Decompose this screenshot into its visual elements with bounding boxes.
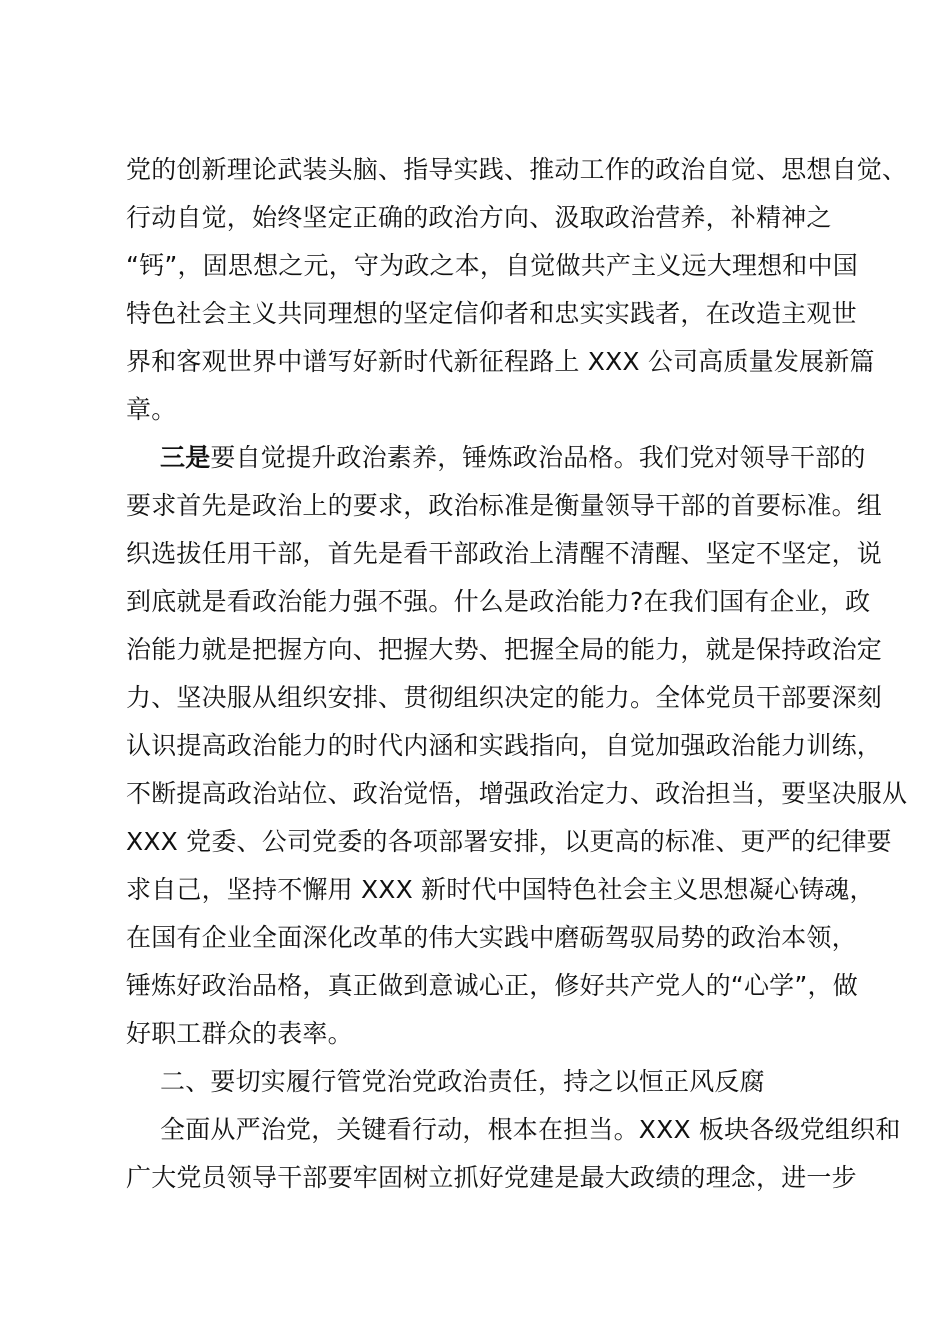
paragraph-section-two <box>126 1106 901 1202</box>
text-line: 全面从严治党，关键看行动，根本在担当。XXX 板块各级党组织和 <box>160 1115 901 1144</box>
text-line: 不断提高政治站位、政治觉悟，增强政治定力、政治担当，要坚决服从 <box>126 779 908 808</box>
text-line: 好职工群众的表率。 <box>126 1019 353 1048</box>
text-line: 到底就是看政治能力强不强。什么是政治能力?在我们国有企业，政 <box>126 587 871 616</box>
text-line: 党的创新理论武装头脑、指导实践、推动工作的政治自觉、思想自觉、 <box>126 155 908 184</box>
text-line: 行动自觉，始终坚定正确的政治方向、汲取政治营养，补精神之 <box>126 203 832 232</box>
text-line: XXX 党委、公司党委的各项部署安排，以更高的标准、更严的纪律要 <box>126 827 892 856</box>
text-line <box>126 434 866 482</box>
paragraph-point-three <box>126 434 908 1058</box>
section-heading <box>126 1058 834 1106</box>
text-line: 治能力就是把握方向、把握大势、把握全局的能力，就是保持政治定 <box>126 635 883 664</box>
text-line: 广大党员领导干部要牢固树立抓好党建是最大政绩的理念，进一步 <box>126 1163 857 1192</box>
text-line: 要求首先是政治上的要求，政治标准是衡量领导干部的首要标准。组 <box>126 491 883 520</box>
text-line: 织选拔任用干部，首先是看干部政治上清醒不清醒、坚定不坚定，说 <box>126 539 883 568</box>
text-line: 界和客观世界中谱写好新时代新征程路上 XXX 公司高质量发展新篇 <box>126 347 875 376</box>
text-line: 特色社会主义共同理想的坚定信仰者和忠实实践者，在改造主观世 <box>126 299 857 328</box>
heading-text: 二、要切实履行管党治党政治责任，持之以恒正风反腐 <box>160 1067 765 1096</box>
text-line: 在国有企业全面深化改革的伟大实践中磨砺驾驭局势的政治本领， <box>126 923 857 952</box>
text-line: 认识提高政治能力的时代内涵和实践指向，自觉加强政治能力训练， <box>126 731 883 760</box>
paragraph-continuation <box>126 146 908 434</box>
text-line: 求自己，坚持不懈用 XXX 新时代中国特色社会主义思想凝心铸魂， <box>126 875 875 904</box>
text-line: 力、坚决服从组织安排、贯彻组织决定的能力。全体党员干部要深刻 <box>126 683 883 712</box>
text-line: 锤炼好政治品格，真正做到意诚心正，修好共产党人的“心学”，做 <box>126 971 858 1000</box>
text-line: “钙”，固思想之元，守为政之本，自觉做共产主义远大理想和中国 <box>126 251 858 280</box>
document-body <box>126 146 908 1202</box>
paragraph-lead-bold: 三是 <box>160 443 211 472</box>
text-line: 章。 <box>126 395 177 424</box>
text-run: 要自觉提升政治素养，锤炼政治品格。我们党对领导干部的 <box>210 443 866 472</box>
